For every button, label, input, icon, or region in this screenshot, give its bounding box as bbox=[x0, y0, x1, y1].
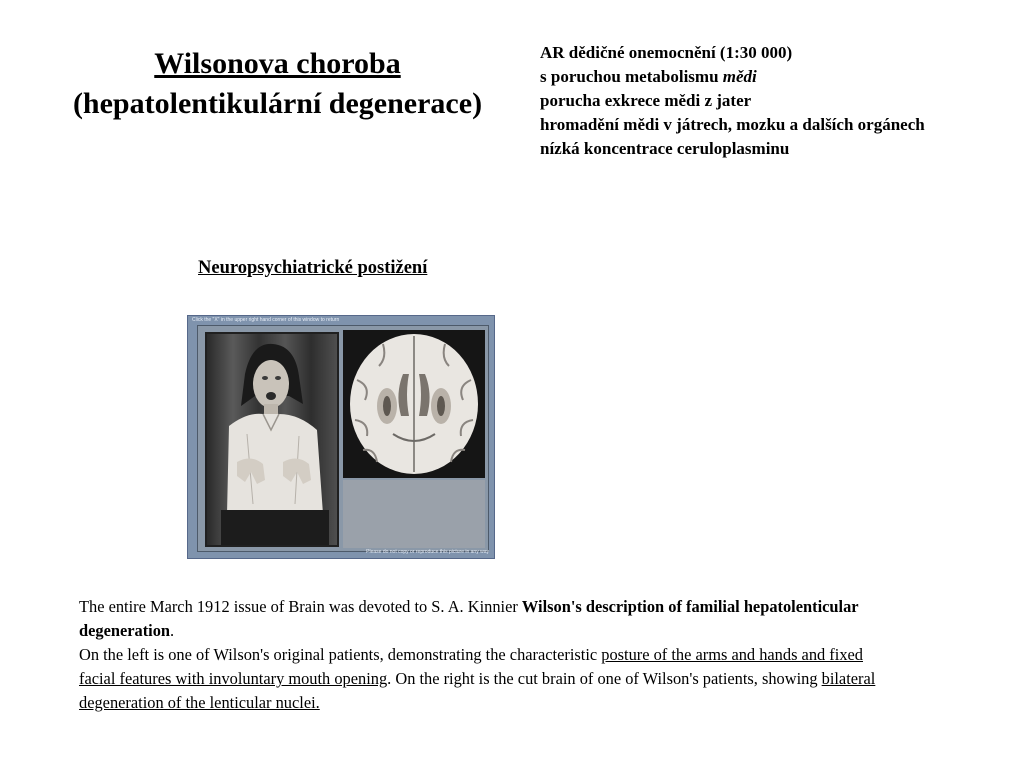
facts-list bbox=[540, 41, 1010, 161]
fact-metabolism bbox=[540, 65, 1010, 89]
figure-top-note: Click the "X" in the upper right hand corner of this window to return bbox=[192, 317, 340, 323]
caption-text-2: On the left is one of Wilson's original patients, demonstrating the characteristic bbox=[79, 645, 602, 664]
fact-ceruloplasmin: nízká koncentrace ceruloplasminu bbox=[540, 139, 790, 158]
brain-section-photo bbox=[343, 330, 485, 478]
figure-caption bbox=[79, 595, 879, 715]
slide-title bbox=[30, 44, 525, 124]
caption-period: . bbox=[170, 621, 175, 640]
title-line-1: Wilsonova choroba bbox=[154, 47, 401, 80]
title-line-2: (hepatolentikulární degenerace) bbox=[72, 87, 483, 120]
fact-excretion: porucha exkrece mědi z jater bbox=[540, 91, 752, 110]
fact-accumulation: hromadění mědi v játrech, mozku a dalších orgánech bbox=[540, 115, 925, 134]
patient-photo-image bbox=[207, 334, 337, 545]
fact-metabolism-copper: mědi bbox=[722, 67, 757, 86]
fact-metabolism-text: s poruchou metabolismu bbox=[540, 67, 723, 86]
caption-text-3: . On the right is the cut brain of one of Wilson's patients, showing bbox=[387, 669, 822, 688]
patient-photo bbox=[205, 332, 339, 547]
figure-frame bbox=[197, 325, 489, 552]
caption-link-posture[interactable]: posture of the arms and hands and fixed facial features with involuntary mouth opening bbox=[79, 645, 863, 688]
figure-bottom-note: Please do not copy or reproduce this picture in any way bbox=[366, 549, 489, 555]
caption-text-1: The entire March 1912 issue of Brain was devoted to S. A. Kinnier bbox=[79, 597, 522, 616]
section-subheading: Neuropsychiatrické postižení bbox=[198, 258, 428, 278]
figure-empty-panel bbox=[343, 480, 485, 548]
caption-link-lenticular[interactable]: bilateral degeneration of the lenticular nuclei. bbox=[79, 669, 876, 712]
caption-bold-wilson: Wilson's description of familial hepatolenticular degeneration bbox=[79, 597, 859, 640]
fact-inheritance: AR dědičné onemocnění (1:30 000) bbox=[540, 43, 793, 62]
brain-section-image bbox=[343, 330, 485, 478]
patient-and-brain-figure bbox=[187, 315, 495, 559]
